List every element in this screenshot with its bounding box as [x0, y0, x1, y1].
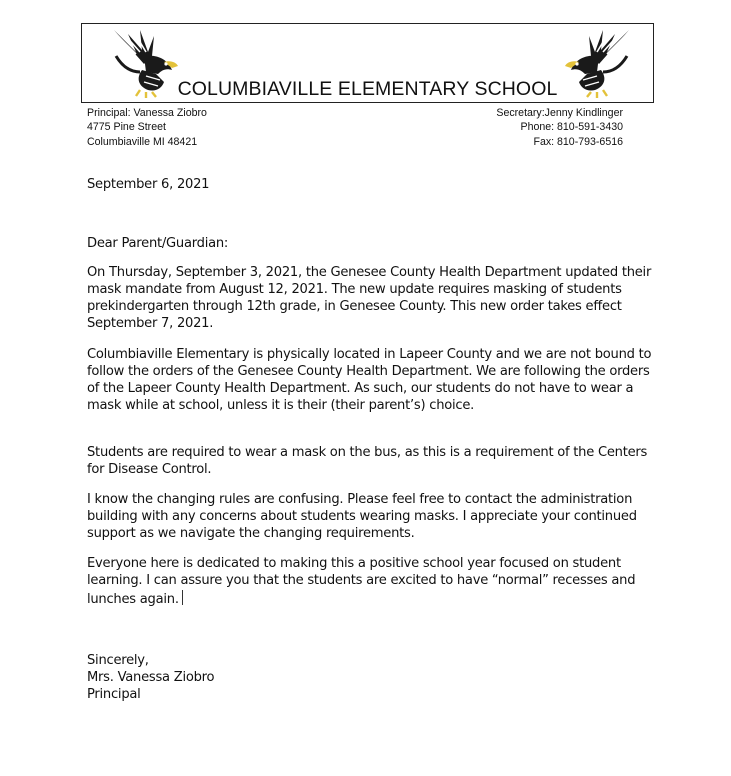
paragraph-4: [87, 492, 662, 543]
text-cursor: [182, 590, 183, 605]
paragraph-2: [87, 347, 662, 415]
paragraph-text: On Thursday, September 3, 2021, the Genesee County Health Department updated their mask mandate from August 12, 2021. The new update requires masking of students prekindergarten through 12th grade, in Genesee County. This new order takes effect September 7, 2021.: [87, 265, 652, 331]
paragraph-text: Everyone here is dedicated to making this a positive school year focused on student learning. I can assure you that the students are excited to have “normal” recesses and lunches again.: [87, 556, 636, 607]
city-state-zip: Columbiaville MI 48421: [87, 135, 198, 148]
paragraph-5-wrap: [87, 556, 662, 609]
secretary-name: Secretary:Jenny Kindlinger: [496, 107, 623, 119]
paragraph-text: Columbiaville Elementary is physically located in Lapeer County and we are not bound to follow the orders of the Genesee County Health Department. We are following the orders of the Lapeer County Health Department. As such, our students do not have to wear a mask while at school, unless it is their (their parent’s) choice.: [87, 347, 652, 413]
signature-name: Mrs. Vanessa Ziobro: [87, 669, 215, 685]
paragraph-5: [87, 556, 662, 609]
letter-salutation: [87, 236, 662, 253]
letter-date: [87, 177, 662, 194]
school-name: COLUMBIAVILLE ELEMENTARY SCHOOL: [177, 78, 558, 100]
paragraph-text: Students are required to wear a mask on the bus, as this is a requirement of the Centers for Disease Control.: [87, 445, 648, 477]
principal-name: Principal: Vanessa Ziobro: [87, 107, 207, 119]
paragraph-text: I know the changing rules are confusing. Please feel free to contact the administration building with any concerns about students wearing masks. I appreciate your continued support as we navigate the changing requirements.: [87, 492, 637, 541]
paragraph-1: [87, 265, 662, 333]
phone-number: Phone: 810-591-3430: [520, 121, 623, 134]
closing-text: Sincerely,: [87, 653, 149, 668]
contact-block: [496, 106, 623, 149]
date-text: September 6, 2021: [87, 177, 210, 192]
principal-address-block: [87, 106, 207, 149]
salutation-text: Dear Parent/Guardian:: [87, 236, 229, 251]
signature-title: Principal: [87, 686, 141, 702]
fax-number: Fax: 810-793-6516: [533, 135, 623, 148]
paragraph-3: [87, 445, 662, 479]
street-address: 4775 Pine Street: [87, 121, 166, 134]
signature-block: [87, 653, 662, 704]
letterhead-box: [81, 23, 654, 103]
